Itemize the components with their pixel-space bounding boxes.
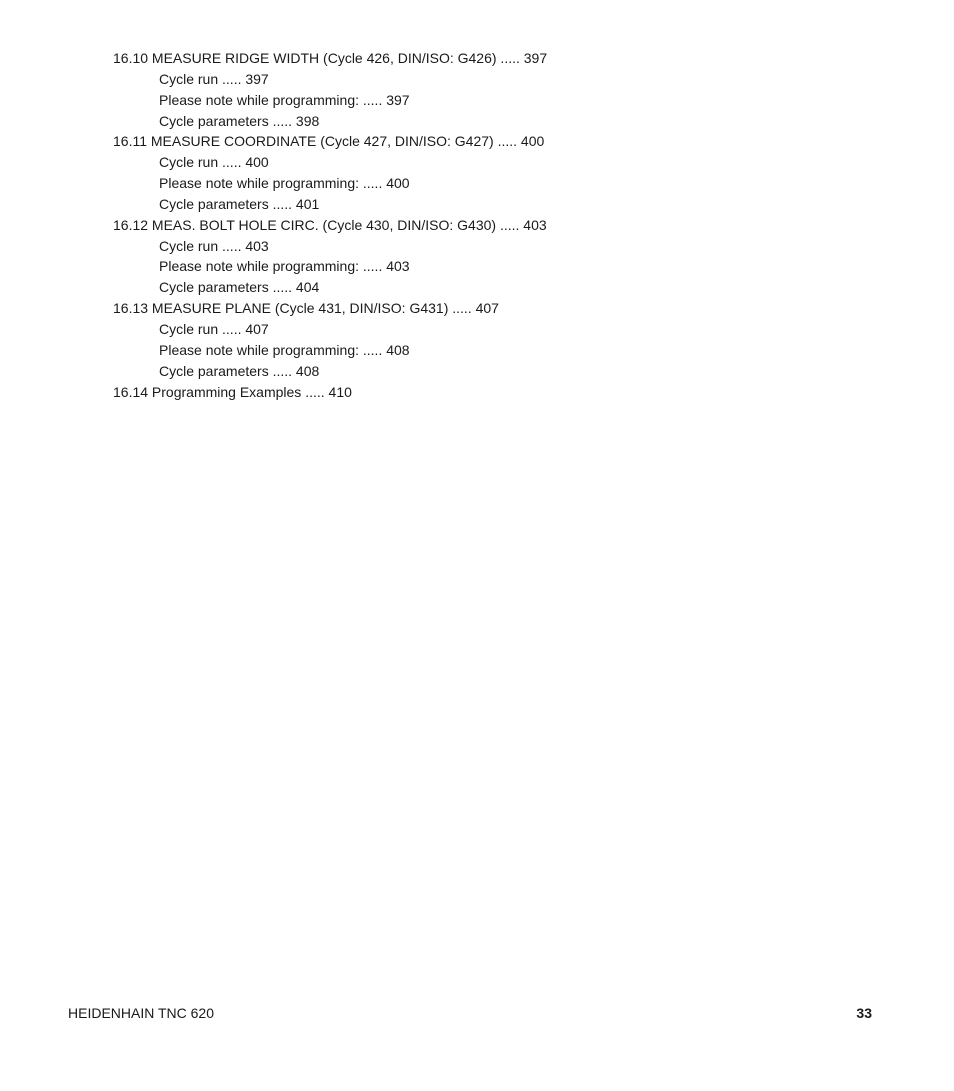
toc-entry[interactable]: Please note while programming: ..... 403 (159, 258, 410, 275)
footer-page-number: 33 (856, 1005, 872, 1021)
toc-section-16-13 (113, 298, 547, 381)
toc-section-title[interactable]: 16.14 Programming Examples ..... 410 (113, 383, 352, 400)
toc-entry[interactable]: Cycle parameters ..... 401 (159, 195, 320, 212)
toc-entry[interactable]: Cycle parameters ..... 404 (159, 279, 320, 296)
toc-section-16-12 (113, 215, 547, 298)
toc-entry[interactable]: Cycle parameters ..... 398 (159, 112, 320, 129)
toc-section-title[interactable]: 16.13 MEASURE PLANE (Cycle 431, DIN/ISO: G431) ..... 407 (113, 300, 499, 317)
toc-section-title[interactable]: 16.12 MEAS. BOLT HOLE CIRC. (Cycle 430, DIN/ISO: G430) ..... 403 (113, 216, 547, 233)
footer-product-name: HEIDENHAIN TNC 620 (68, 1005, 215, 1021)
toc-section-16-10 (113, 48, 547, 131)
toc-section-16-11 (113, 131, 547, 214)
toc-entry[interactable]: Cycle run ..... 407 (159, 320, 269, 337)
toc-section-title[interactable]: 16.11 MEASURE COORDINATE (Cycle 427, DIN/ISO: G427) ..... 400 (113, 133, 545, 150)
toc-entry[interactable]: Please note while programming: ..... 408 (159, 341, 410, 358)
toc-entry[interactable]: Please note while programming: ..... 397 (159, 91, 410, 108)
toc-entry[interactable]: Please note while programming: ..... 400 (159, 175, 410, 192)
toc-section-16-14 (113, 382, 547, 403)
toc-section-title[interactable]: 16.10 MEASURE RIDGE WIDTH (Cycle 426, DIN/ISO: G426) ..... 397 (113, 50, 548, 66)
toc-entry[interactable]: Cycle run ..... 400 (159, 154, 269, 171)
toc-entry[interactable]: Cycle run ..... 397 (159, 70, 269, 87)
toc-entry[interactable]: Cycle run ..... 403 (159, 237, 269, 254)
toc-entry[interactable]: Cycle parameters ..... 408 (159, 362, 320, 379)
table-of-contents (113, 48, 547, 402)
